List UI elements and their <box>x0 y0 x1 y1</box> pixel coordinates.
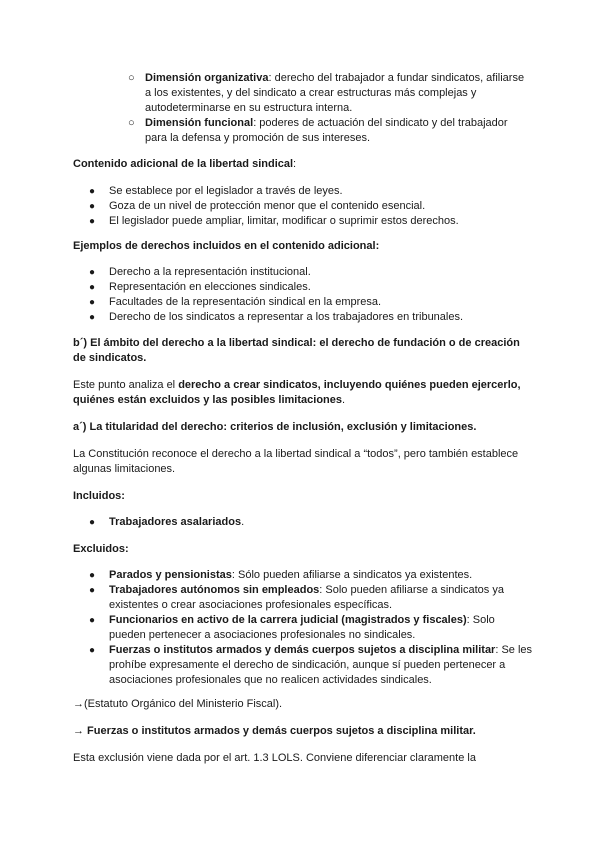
contenido-adicional-list <box>73 184 533 229</box>
section-a-paragraph: La Constitución reconoce el derecho a la libertad sindical a “todos”, pero también establece algunas limitaciones. <box>73 448 519 475</box>
section-b-heading: b´) El ámbito del derecho a la libertad sindical: el derecho de fundación o de creación de sindicatos. <box>73 337 520 364</box>
dot-bullet-icon: ● <box>89 216 96 227</box>
section-b-paragraph: Este punto analiza el derecho a crear sindicatos, incluyendo quiénes pueden ejercerlo, quiénes están excluidos y las posibles limitaciones. <box>73 379 521 406</box>
list-item: ● Representación en elecciones sindicales. <box>89 281 311 293</box>
list-item: ● Derecho a la representación institucional. <box>89 266 311 278</box>
dot-bullet-icon: ● <box>89 267 96 278</box>
list-item: ● Facultades de la representación sindical en la empresa. <box>89 296 382 308</box>
dimension-list <box>128 71 528 146</box>
fuerzas-heading: → Fuerzas o institutos armados y demás cuerpos sujetos a disciplina militar. <box>73 725 476 737</box>
dot-bullet-icon: ● <box>89 312 96 323</box>
estatuto-note: →(Estatuto Orgánico del Ministerio Fiscal). <box>73 698 283 710</box>
list-item: ● Trabajadores asalariados. <box>89 516 245 528</box>
list-item-term: Dimensión organizativa <box>145 72 269 84</box>
list-item-term: Dimensión funcional <box>145 117 254 129</box>
list-item <box>128 71 528 116</box>
list-item-text: : derecho del trabajador a fundar sindicatos, afiliarse a los existentes, y del sindicato a crear estructuras más complejas y autodeterminarse en su estructura interna. <box>145 72 525 114</box>
dot-bullet-icon: ● <box>89 570 96 581</box>
list-item: ● El legislador puede ampliar, limitar, modificar o suprimir estos derechos. <box>89 215 459 227</box>
list-item: ● Funcionarios en activo de la carrera judicial (magistrados y fiscales): Solo pueden pertenecer a asociaciones profesionales no sindicales. <box>89 614 495 641</box>
dot-bullet-icon: ● <box>89 615 96 626</box>
list-item: ● Fuerzas o institutos armados y demás cuerpos sujetos a disciplina militar: Se les prohíbe expresamente el derecho de sindicación, aunque sí pueden pertenecer a asociaciones profesionales que no realicen actividades sindicales. <box>89 644 533 686</box>
dot-bullet-icon: ● <box>89 186 96 197</box>
dot-bullet-icon: ● <box>89 645 96 656</box>
dot-bullet-icon: ● <box>89 585 96 596</box>
list-item-text: : poderes de actuación del sindicato y del trabajador para la defensa y promoción de sus intereses. <box>145 117 508 144</box>
dot-bullet-icon: ● <box>89 297 96 308</box>
contenido-adicional-heading: Contenido adicional de la libertad sindical: <box>73 158 297 170</box>
list-item: ● Se establece por el legislador a través de leyes. <box>89 185 343 197</box>
incluidos-list <box>73 515 533 530</box>
dot-bullet-icon: ● <box>89 517 96 528</box>
excluidos-heading: Excluidos: <box>73 543 129 555</box>
excluidos-list <box>73 568 533 688</box>
section-a-heading: a´) La titularidad del derecho: criterios de inclusión, exclusión y limitaciones. <box>73 421 477 433</box>
final-paragraph: Esta exclusión viene dada por el art. 1.3 LOLS. Conviene diferenciar claramente la <box>73 752 476 764</box>
circle-bullet-icon: ○ <box>128 72 135 84</box>
dot-bullet-icon: ● <box>89 282 96 293</box>
circle-bullet-icon: ○ <box>128 117 135 129</box>
list-item: ● Parados y pensionistas: Sólo pueden afiliarse a sindicatos ya existentes. <box>89 569 473 581</box>
list-item <box>128 116 528 146</box>
ejemplos-heading: Ejemplos de derechos incluidos en el contenido adicional: <box>73 240 380 252</box>
list-item: ● Goza de un nivel de protección menor que el contenido esencial. <box>89 200 426 212</box>
dot-bullet-icon: ● <box>89 201 96 212</box>
list-item: ● Trabajadores autónomos sin empleados: Solo pueden afiliarse a sindicatos ya existentes o crear asociaciones profesionales específicas. <box>89 584 504 611</box>
list-item: ● Derecho de los sindicatos a representar a los trabajadores en tribunales. <box>89 311 464 323</box>
ejemplos-list <box>73 265 533 325</box>
incluidos-heading: Incluidos: <box>73 490 125 502</box>
